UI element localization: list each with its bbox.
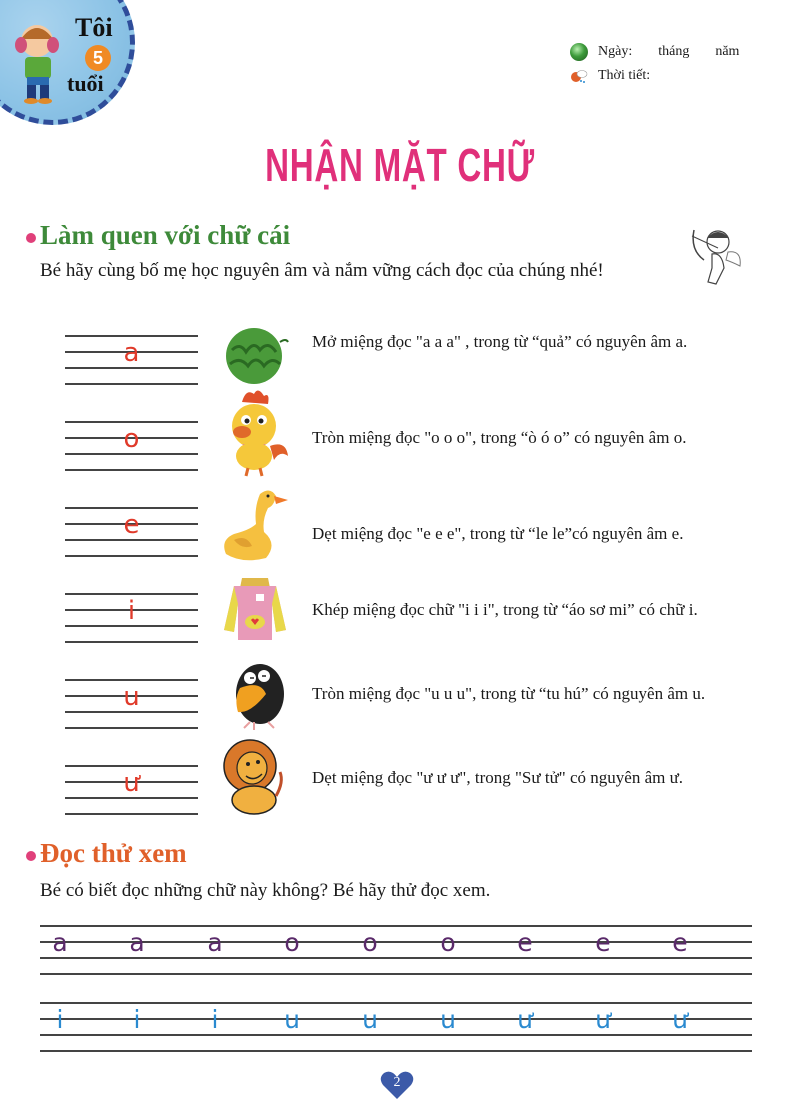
year-label: năm bbox=[715, 44, 740, 59]
duck-icon bbox=[220, 484, 290, 564]
section-heading-text: Làm quen với chữ cái bbox=[40, 220, 291, 250]
vowel-letter: ư bbox=[123, 768, 140, 798]
vowel-description: Mở miệng đọc "a a a" , trong từ “quả” có nguyên âm a. bbox=[312, 332, 688, 351]
practice-letter: u bbox=[440, 1005, 456, 1034]
vowel-description: Khép miệng đọc chữ "i i i", trong từ “áo sơ mi” có chữ i. bbox=[312, 600, 698, 619]
vowel-letter: u bbox=[123, 682, 140, 712]
vowel-description: Tròn miệng đọc "u u u", trong từ “tu hú” có nguyên âm u. bbox=[312, 684, 706, 703]
practice-letter: i bbox=[133, 1005, 141, 1034]
globe-icon bbox=[570, 43, 588, 61]
vowel-letter: a bbox=[123, 338, 140, 368]
chick-icon bbox=[220, 384, 290, 480]
bird-icon bbox=[220, 654, 290, 734]
practice-letter: ư bbox=[517, 1005, 533, 1034]
kid-with-headphones-icon bbox=[13, 13, 65, 113]
weather-row bbox=[570, 64, 739, 88]
practice-staff-2 bbox=[40, 1002, 752, 1052]
practice-letter: o bbox=[362, 928, 378, 957]
section-intro: Bé có biết đọc những chữ này không? Bé hãy thử đọc xem. bbox=[40, 880, 491, 901]
section-intro: Bé hãy cùng bố mẹ học nguyên âm và nắm vững cách đọc của chúng nhé! bbox=[40, 260, 604, 281]
practice-letter: a bbox=[129, 928, 145, 957]
practice-letter: o bbox=[440, 928, 456, 957]
vowel-row-a bbox=[0, 320, 800, 406]
practice-staff-1 bbox=[40, 925, 752, 975]
badge-text-toi: Tôi bbox=[75, 13, 113, 42]
shirt-icon bbox=[220, 574, 290, 646]
section-heading-alphabet bbox=[26, 220, 290, 251]
watermelon-icon bbox=[220, 320, 290, 394]
vowel-row-o bbox=[0, 406, 800, 492]
vowel-description: Tròn miệng đọc "o o o", trong “ò ó o” có nguyên âm o. bbox=[312, 428, 687, 447]
practice-letter: a bbox=[52, 928, 68, 957]
page-number-text: 2 bbox=[393, 1075, 401, 1090]
date-label: Ngày: bbox=[598, 44, 633, 59]
vowel-letter: i bbox=[127, 596, 136, 626]
writing-staff bbox=[65, 421, 198, 471]
bullet-icon bbox=[26, 233, 36, 243]
section-heading-text: Đọc thử xem bbox=[40, 838, 187, 868]
page-title: NHẬN MẶT CHỮ bbox=[265, 139, 535, 191]
practice-letter: e bbox=[595, 928, 611, 957]
practice-letter: e bbox=[672, 928, 688, 957]
practice-letter: ư bbox=[595, 1005, 611, 1034]
vowel-description: Dẹt miệng đọc "ư ư ư", trong "Sư tử" có nguyên âm ư. bbox=[312, 768, 684, 787]
weather-label: Thời tiết: bbox=[598, 68, 651, 83]
badge-text-tuoi: tuổi bbox=[67, 71, 104, 96]
practice-letter: e bbox=[517, 928, 533, 957]
date-weather-block bbox=[570, 40, 739, 88]
practice-letter: i bbox=[56, 1005, 64, 1034]
vowel-row-uw bbox=[0, 750, 800, 836]
month-label: tháng bbox=[658, 44, 690, 59]
writing-staff bbox=[65, 507, 198, 557]
practice-letter: o bbox=[284, 928, 300, 957]
bullet-icon bbox=[26, 851, 36, 861]
badge-number: 5 bbox=[85, 45, 111, 71]
practice-letter: u bbox=[284, 1005, 300, 1034]
writing-staff bbox=[65, 765, 198, 815]
writing-staff bbox=[65, 593, 198, 643]
vowel-letter: e bbox=[123, 510, 140, 540]
date-row bbox=[570, 40, 739, 64]
section-heading-try-reading bbox=[26, 838, 187, 869]
cupid-icon bbox=[688, 224, 744, 290]
practice-letter: u bbox=[362, 1005, 378, 1034]
vowel-letter: o bbox=[123, 424, 140, 454]
lion-icon bbox=[220, 736, 290, 816]
vowel-row-e bbox=[0, 492, 800, 578]
practice-letter: a bbox=[207, 928, 223, 957]
vowel-row-u bbox=[0, 664, 800, 750]
vowel-description: Dẹt miệng đọc "e e e", trong từ “le le”có nguyên âm e. bbox=[312, 524, 684, 543]
writing-staff bbox=[65, 679, 198, 729]
practice-letter: ư bbox=[672, 1005, 688, 1034]
practice-letter: i bbox=[211, 1005, 219, 1034]
writing-staff bbox=[65, 335, 198, 385]
page-number bbox=[380, 1070, 414, 1100]
sun-cloud-rain-icon bbox=[570, 67, 588, 85]
age-badge bbox=[0, 0, 135, 125]
vowel-row-i bbox=[0, 578, 800, 664]
